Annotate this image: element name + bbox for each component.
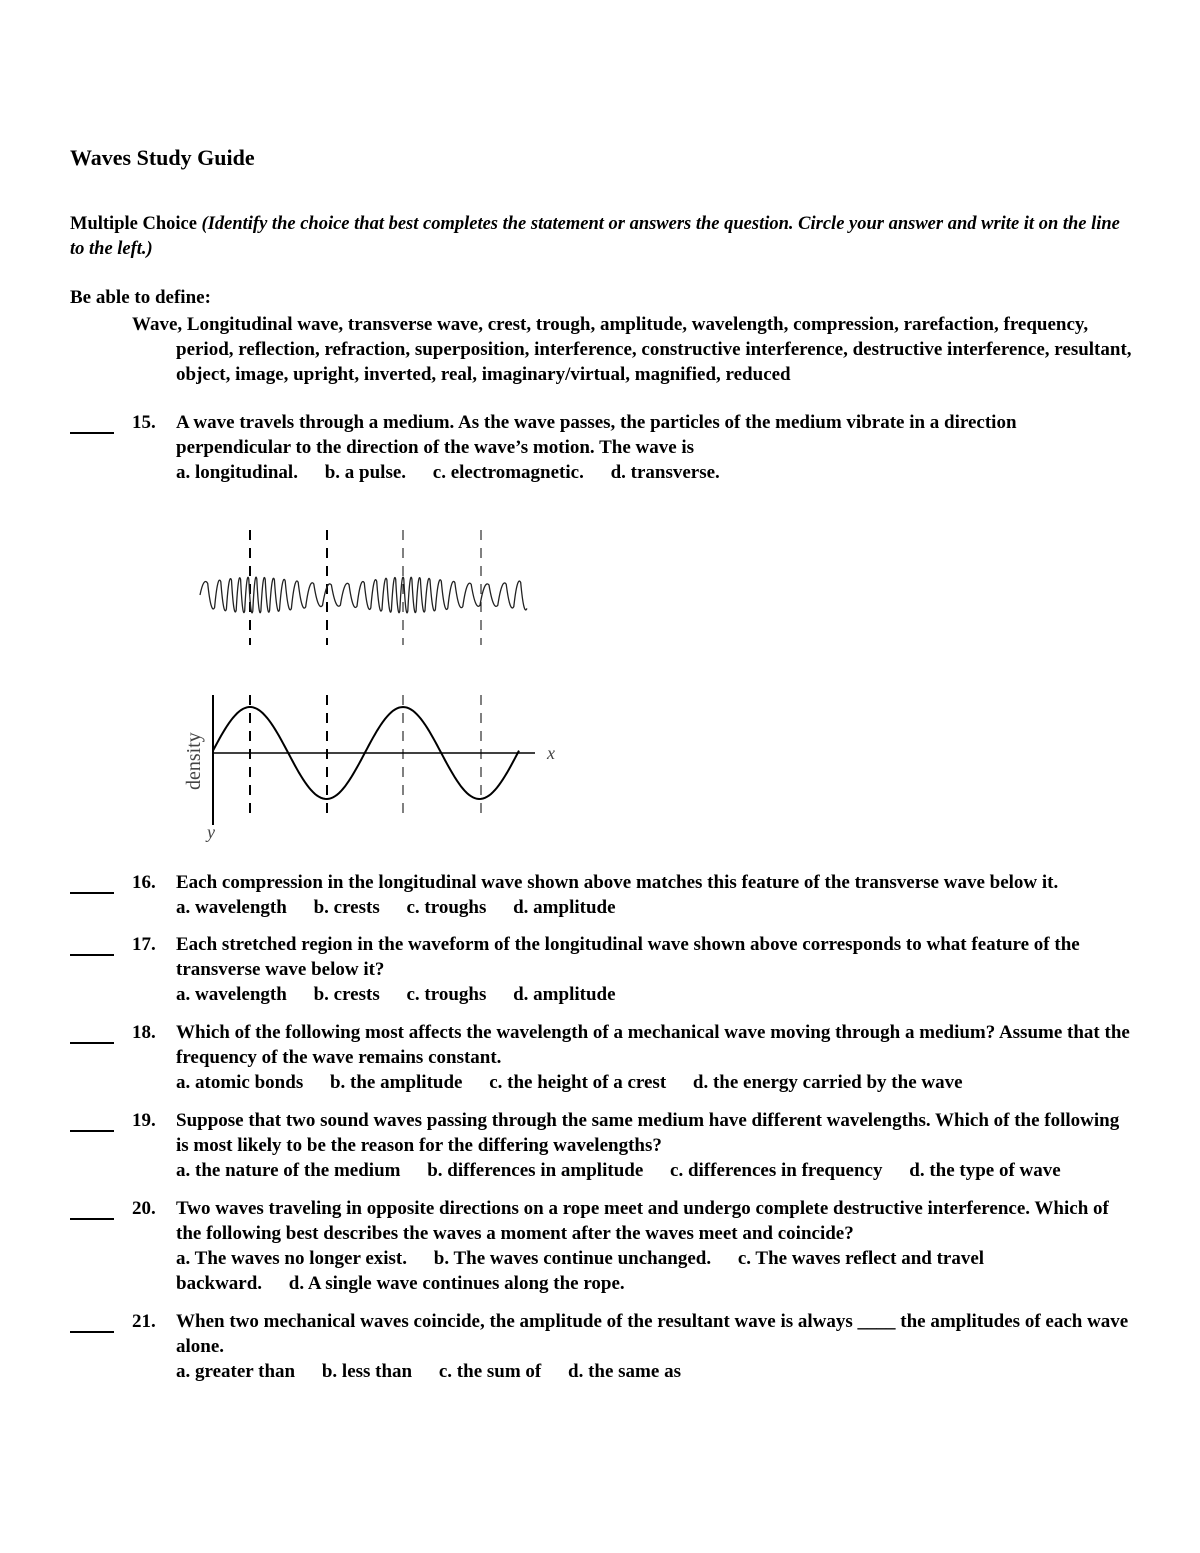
option-d[interactable]: d. transverse. (610, 462, 720, 483)
question-stem: Two waves traveling in opposite directions on a rope meet and undergo complete destructive interference. Which of the following best describes the waves a moment after the waves meet and coincide? (176, 1198, 1109, 1244)
question-number: 21. (132, 1311, 156, 1332)
answer-line[interactable] (70, 1042, 114, 1044)
answer-line[interactable] (70, 892, 114, 894)
question-number: 17. (132, 934, 156, 955)
dashed-guides-bottom (250, 695, 481, 815)
define-terms: Wave, Longitudinal wave, transverse wave, crest, trough, amplitude, wavelength, compression, rarefaction, frequency, period, reflection, refraction, superposition, interference, constructive interference, destructive interference, resultant, object, image, upright, inverted, real, imaginary/virtual, magnified, reduced (132, 314, 1132, 385)
option-d[interactable]: d. the same as (568, 1361, 681, 1382)
option-d[interactable]: d. the type of wave (909, 1160, 1061, 1181)
question-number: 20. (132, 1198, 156, 1219)
option-a[interactable]: a. wavelength (176, 984, 287, 1005)
option-d[interactable]: d. amplitude (513, 984, 616, 1005)
option-b[interactable]: b. less than (321, 1361, 413, 1382)
option-b[interactable]: b. crests (313, 984, 380, 1005)
question-stem: Each stretched region in the waveform of the longitudinal wave shown above corresponds to what feature of the transverse wave below it? (176, 934, 1080, 980)
answer-line[interactable] (70, 1218, 114, 1220)
multiple-choice-instructions (70, 212, 1130, 262)
option-c[interactable]: c. the height of a crest (489, 1072, 667, 1093)
option-a[interactable]: a. longitudinal. (176, 462, 298, 483)
option-c[interactable]: c. troughs (406, 984, 487, 1005)
option-c[interactable]: c. troughs (406, 897, 487, 918)
option-d[interactable]: d. A single wave continues along the rope. (288, 1273, 625, 1294)
question-15 (0, 410, 1200, 490)
option-d[interactable]: d. amplitude (513, 897, 616, 918)
question-options (176, 1246, 1076, 1296)
option-b[interactable]: b. crests (313, 897, 380, 918)
x-axis-label: x (547, 743, 555, 763)
y-axis-label: y (207, 822, 215, 842)
option-b[interactable]: b. the amplitude (329, 1072, 463, 1093)
question-number: 18. (132, 1022, 156, 1043)
question-options (176, 982, 638, 1007)
question-options (176, 1359, 703, 1384)
option-c[interactable]: c. The waves reflect and travel backward. (176, 1248, 985, 1294)
option-b[interactable]: b. The waves continue unchanged. (433, 1248, 712, 1269)
option-b[interactable]: b. differences in amplitude (427, 1160, 644, 1181)
answer-line[interactable] (70, 1331, 114, 1333)
page-title: Waves Study Guide (70, 145, 255, 170)
density-label: density (183, 732, 205, 790)
option-a[interactable]: a. wavelength (176, 897, 287, 918)
question-stem: When two mechanical waves coincide, the amplitude of the resultant wave is always ____ the amplitudes of each wave alone. (176, 1311, 1129, 1357)
question-options (176, 460, 742, 485)
question-stem: Each compression in the longitudinal wave shown above matches this feature of the transverse wave below it. (176, 872, 1059, 893)
question-stem: Suppose that two sound waves passing through the same medium have different wavelengths. Which of the following is most likely to be the reason for the differing wavelengths? (176, 1110, 1120, 1156)
question-stem: Which of the following most affects the wavelength of a mechanical wave moving through a medium? Assume that the frequency of the wave remains constant. (176, 1022, 1130, 1068)
question-number: 16. (132, 872, 156, 893)
question-options (176, 1158, 1061, 1183)
wave-figure (170, 525, 590, 845)
option-a[interactable]: a. atomic bonds (176, 1072, 304, 1093)
define-label: Be able to define: (70, 287, 211, 308)
answer-line[interactable] (70, 1130, 114, 1132)
instructions-text: (Identify the choice that best completes the statement or answers the question. Circle your answer and write it on the line to the left.) (70, 214, 1120, 259)
option-d[interactable]: d. the energy carried by the wave (692, 1072, 963, 1093)
answer-line[interactable] (70, 432, 114, 434)
option-a[interactable]: a. the nature of the medium (176, 1160, 401, 1181)
option-b[interactable]: b. a pulse. (324, 462, 407, 483)
option-a[interactable]: a. The waves no longer exist. (176, 1248, 407, 1269)
multiple-choice-heading: Multiple Choice (70, 214, 197, 234)
answer-line[interactable] (70, 954, 114, 956)
question-number: 19. (132, 1110, 156, 1131)
question-options (176, 895, 638, 920)
dashed-guides-top (250, 530, 481, 645)
option-c[interactable]: c. differences in frequency (670, 1160, 883, 1181)
option-a[interactable]: a. greater than (176, 1361, 296, 1382)
option-c[interactable]: c. electromagnetic. (432, 462, 584, 483)
question-number: 15. (132, 412, 156, 433)
option-c[interactable]: c. the sum of (438, 1361, 542, 1382)
question-stem: A wave travels through a medium. As the wave passes, the particles of the medium vibrate in a direction perpendicular to the direction of the wave’s motion. The wave is (176, 412, 1017, 458)
question-options (176, 1070, 985, 1095)
